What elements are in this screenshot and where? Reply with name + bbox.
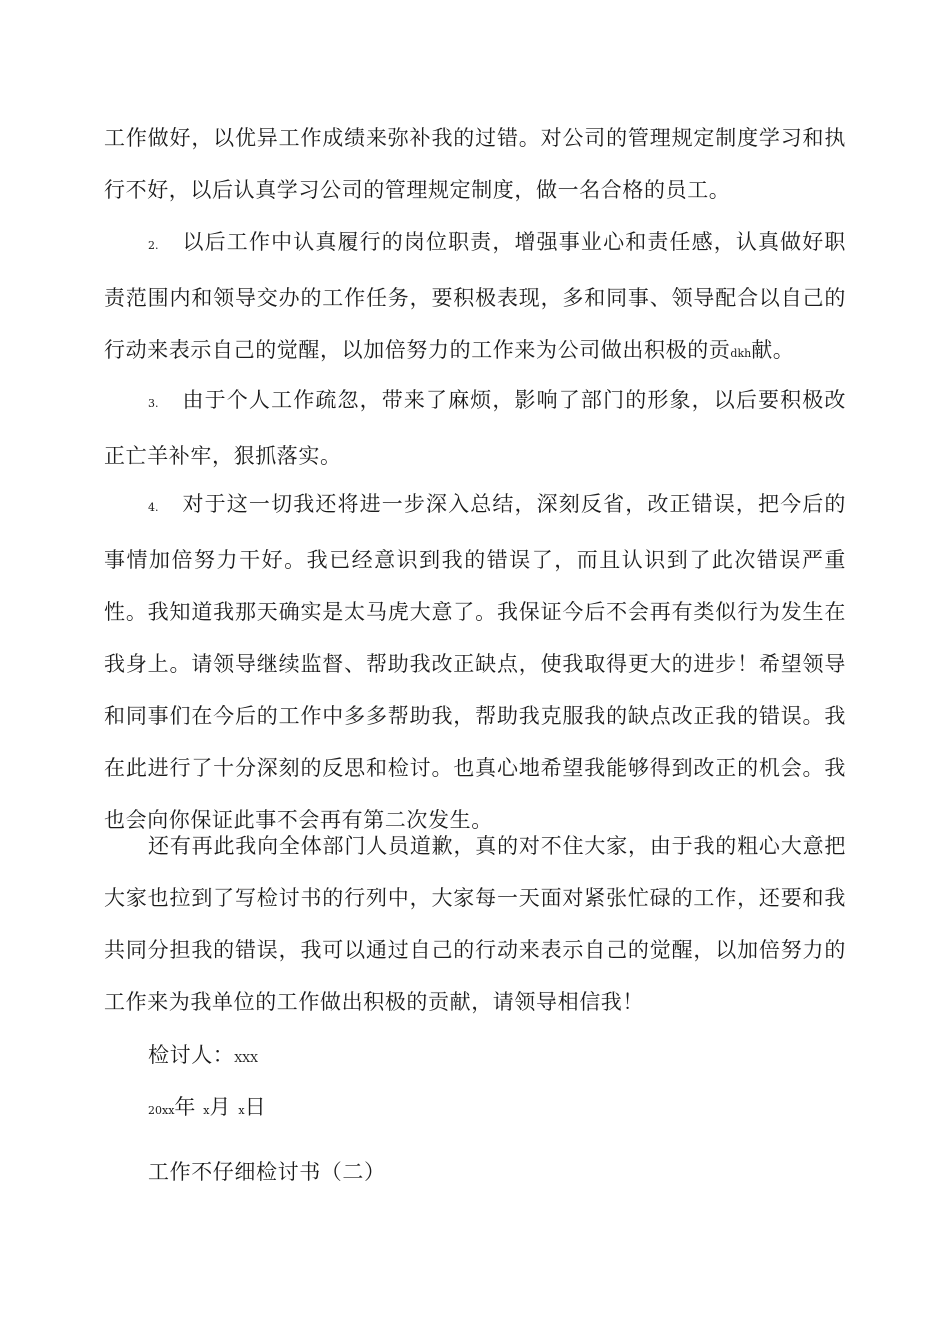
date-year-char: 年 — [174, 1095, 197, 1119]
date-month-char: 月 — [209, 1095, 232, 1119]
signature-name: XXX — [234, 1052, 258, 1065]
paragraph-text-tail: 献。 — [751, 338, 795, 362]
date-day: x — [238, 1104, 245, 1117]
paragraph-text: 以后工作中认真履行的岗位职责，增强事业心和责任感，认真做好职责范围内和领导交办的工作任务，要积极表现，多和同事、领导配合以自己的行动来表示自己的觉醒，以加倍努力的工作来为公司做出积极的贡 — [104, 230, 846, 362]
section-title-text: 工作不仔细检讨书（二） — [148, 1160, 386, 1184]
date-month: x — [203, 1104, 210, 1117]
paragraph-text: 工作做好，以优异工作成绩来弥补我的过错。对公司的管理规定制度学习和执行不好，以后认真学习公司的管理规定制度，做一名合格的员工。 — [104, 126, 846, 202]
paragraph-item-3 — [104, 374, 846, 482]
stray-mark: dkh — [730, 347, 752, 360]
paragraph-text: 还有再此我向全体部门人员道歉，真的对不住大家，由于我的粗心大意把大家也拉到了写检讨书的行列中，大家每一天面对紧张忙碌的工作，还要和我共同分担我的错误，我可以通过自己的行动来表示自己的觉醒，以加倍努力的工作来为我单位的工作做出积极的贡献，请领导相信我！ — [104, 834, 846, 1014]
date-year: 20xx — [148, 1104, 175, 1117]
paragraph-item-2 — [104, 216, 846, 380]
list-number: 3. — [148, 397, 159, 410]
paragraph-text: 由于个人工作疏忽，带来了麻烦，影响了部门的形象，以后要积极改正亡羊补牢，狠抓落实。 — [104, 388, 846, 468]
date-day-char: 日 — [244, 1095, 267, 1119]
list-number: 4. — [148, 501, 159, 514]
signature-label: 检讨人： — [148, 1043, 235, 1067]
section-title — [148, 1157, 386, 1187]
paragraph-item-4 — [104, 478, 846, 846]
paragraph-apology — [104, 820, 846, 1028]
paragraph-continuation — [104, 112, 846, 216]
paragraph-text: 对于这一切我还将进一步深入总结，深刻反省，改正错误，把今后的事情加倍努力干好。我已经意识到我的错误了，而且认识到了此次错误严重性。我知道我那天确实是太马虎大意了。我保证今后不会再有类似行为发生在我身上。请领导继续监督、帮助我改正缺点，使我取得更大的进步！希望领导和同事们在今后的工作中多多帮助我，帮助我克服我的缺点改正我的错误。我在此进行了十分深刻的反思和检讨。也真心地希望我能够得到改正的机会。我也会向你保证此事不会再有第二次发生。 — [104, 492, 846, 832]
signature-line — [148, 1040, 258, 1074]
list-number: 2. — [148, 239, 159, 252]
date-line — [148, 1092, 266, 1126]
